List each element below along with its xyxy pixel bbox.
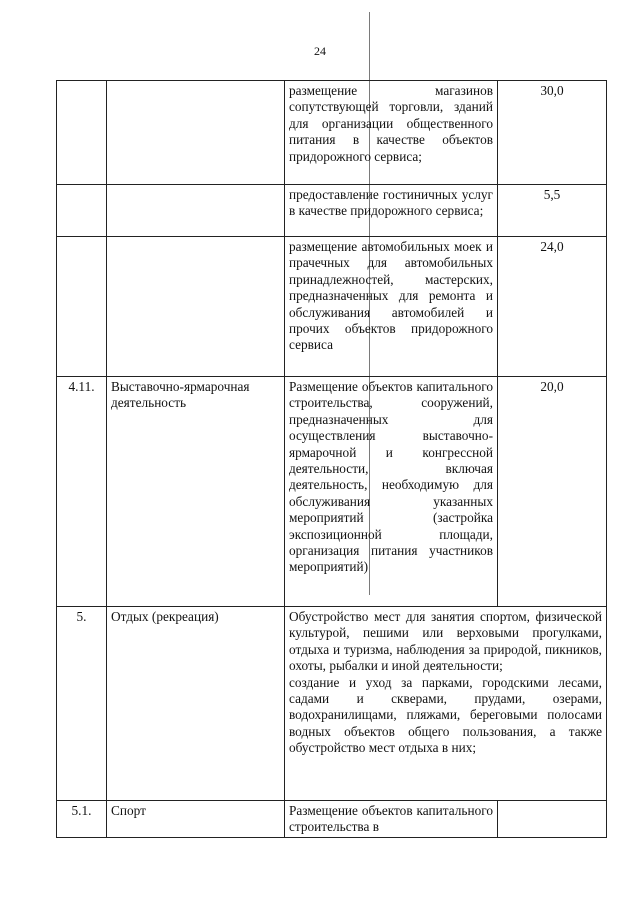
row-name: Отдых (рекреация)	[107, 607, 285, 801]
row-name: Спорт	[107, 801, 285, 838]
land-use-table	[56, 80, 607, 838]
table-row	[57, 81, 607, 185]
row-description-paragraph: размещение автомобильных моек и прачечных для автомобильных принадлежностей, мастерских, предназначенных для ремонта и обслуживания автомобилей и прочих объектов придорожного сервиса	[289, 239, 493, 353]
table-row	[57, 377, 607, 607]
row-description-paragraph: Обустройство мест для занятия спортом, физической культурой, пешими или верховыми прогулками, отдыха и туризма, наблюдения за природой, пикников, охоты, рыбалки и иной деятельности;	[289, 609, 602, 674]
row-description-paragraph: создание и уход за парками, городскими лесами, садами и скверами, прудами, озерами, водохранилищами, пляжами, береговыми полосами водных объектов общего пользования, а также обустройство мест отдыха в них;	[289, 674, 602, 756]
table-row	[57, 801, 607, 838]
row-description-paragraph: Размещение объектов капитального строительства в	[289, 803, 493, 835]
row-description	[285, 377, 498, 607]
row-description	[285, 237, 498, 377]
row-value: 5,5	[498, 185, 607, 237]
row-value: 20,0	[498, 377, 607, 607]
page-number: 24	[314, 44, 326, 58]
row-description-paragraph: Размещение объектов капитального строительства, сооружений, предназначенных для осуществления выставочно-ярмарочной и конгрессной деятельности, включая деятельность, необходимую для обслуживания указанных мероприятий (застройка экспозиционной площади, организация питания участников мероприятий)	[289, 379, 493, 575]
row-description-paragraph: предоставление гостиничных услуг в качестве придорожного сервиса;	[289, 187, 493, 219]
row-description	[285, 185, 498, 237]
row-value: 30,0	[498, 81, 607, 185]
row-description	[285, 81, 498, 185]
row-number: 5.	[57, 607, 107, 801]
row-number	[57, 237, 107, 377]
table-row	[57, 237, 607, 377]
table-row	[57, 185, 607, 237]
row-number	[57, 185, 107, 237]
row-value: 24,0	[498, 237, 607, 377]
row-value	[498, 801, 607, 838]
row-description-paragraph: размещение магазинов сопутствующей торговли, зданий для организации общественного питания в качестве объектов придорожного сервиса;	[289, 83, 493, 164]
row-name	[107, 237, 285, 377]
row-name	[107, 185, 285, 237]
table-row	[57, 607, 607, 801]
row-name: Выставочно-ярмарочная деятельность	[107, 377, 285, 607]
row-number: 5.1.	[57, 801, 107, 838]
row-name	[107, 81, 285, 185]
row-description	[285, 607, 607, 801]
row-number	[57, 81, 107, 185]
row-description	[285, 801, 498, 838]
row-number: 4.11.	[57, 377, 107, 607]
